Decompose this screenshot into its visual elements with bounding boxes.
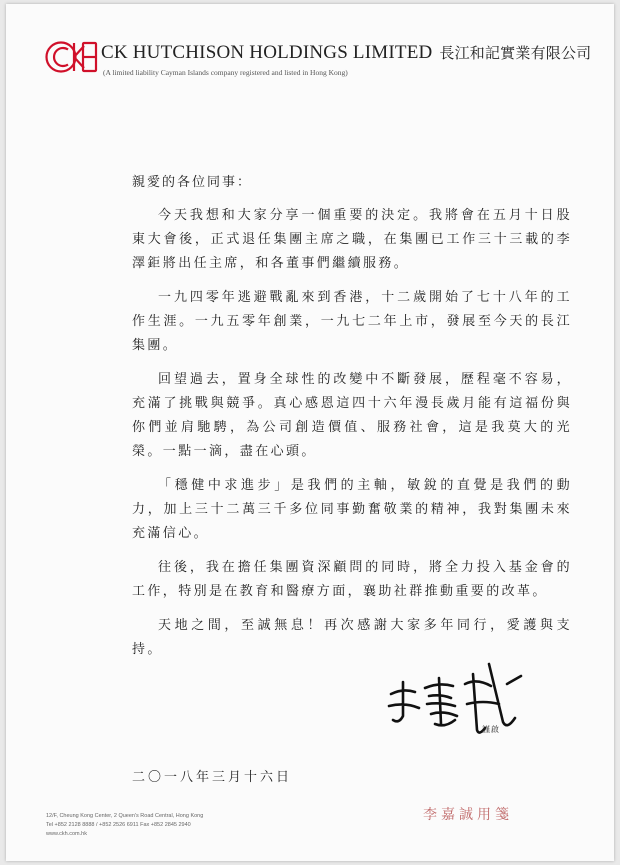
handwritten-signature [381,654,531,744]
footer-address: 12/F, Cheung Kong Center, 2 Queen's Road Central, Hong Kong [46,813,204,819]
letter-paragraph: 「穩健中求進步」是我們的主軸，敏銳的直覺是我們的動力，加上三十二萬三千多位同事勤奮敬業的精神，我對集團未來充滿信心。 [132,478,572,541]
company-name [101,42,591,64]
footer-website: www.ckh.com.hk [46,831,87,837]
letter-date: 二〇一八年三月十六日 [132,770,293,785]
letter-paragraph: 往後，我在擔任集團資深顧問的同時，將全力投入基金會的工作，特別是在教育和醫療方面，襄助社群推動重要的改革。 [132,560,572,599]
footer-phone-fax: Tel +852 2128 8888 / +852 2526 6911 Fax +852 2845 2940 [46,822,191,828]
company-name-en: CK HUTCHISON HOLDINGS LIMITED [101,42,433,63]
letter-page [6,4,614,861]
letter-paragraph: 回望過去，置身全球性的改變中不斷發展，歷程毫不容易，充滿了挑戰與競爭。真心感恩這四十六年漫長歲月能有這福份與你們並肩馳騁，為公司創造價值、服務社會，這是我莫大的光榮。一點一滴，盡在心頭。 [132,372,572,459]
company-note: (A limited liability Cayman Islands company registered and listed in Hong Kong) [103,68,348,77]
sign-mark: 謹啟 [482,725,500,734]
letter-paragraph: 天地之間，至誠無息！再次感謝大家多年同行，愛護與支持。 [132,618,572,657]
letter-body [132,172,572,672]
company-name-zh: 長江和記實業有限公司 [439,44,592,62]
salutation: 親愛的各位同事： [132,175,253,190]
stationery-mark: 李嘉誠用箋 [423,807,513,823]
footer-contact [46,812,203,839]
letter-paragraph: 今天我想和大家分享一個重要的決定。我將會在五月十日股東大會後，正式退任集團主席之職，在集團已工作三十三載的李澤鉅將出任主席，和各董事們繼續服務。 [132,208,572,271]
ck-hutchison-logo [44,40,98,74]
letter-paragraph: 一九四零年逃避戰亂來到香港，十二歲開始了七十八年的工作生涯。一九五零年創業，一九七二年上市，發展至今天的長江集團。 [132,290,572,353]
